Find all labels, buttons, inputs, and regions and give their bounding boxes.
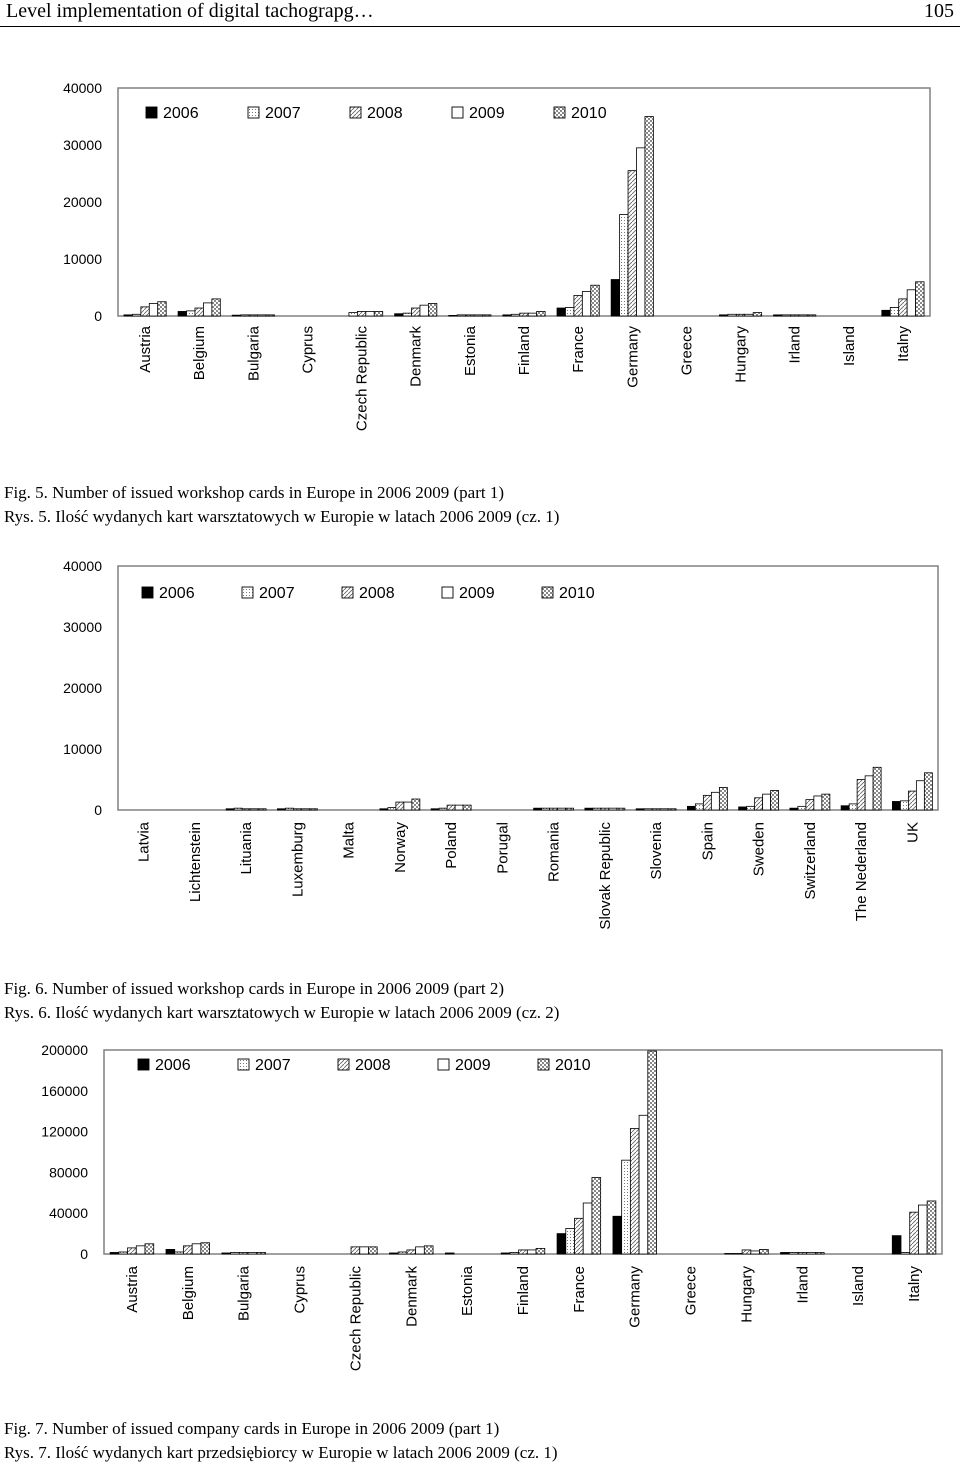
bar-finland-2006 bbox=[501, 1253, 510, 1254]
bar-belgium-2007 bbox=[187, 311, 195, 316]
bar-lituania-2009 bbox=[250, 809, 258, 810]
legend-label-2009: 2009 bbox=[459, 585, 495, 602]
y-tick-label: 30000 bbox=[63, 619, 102, 635]
legend-swatch-2010 bbox=[538, 1059, 549, 1070]
y-tick-label: 120000 bbox=[41, 1123, 88, 1140]
bar-germany-2010 bbox=[645, 117, 653, 317]
bar-irland-2006 bbox=[774, 315, 782, 316]
bar-luxemburg-2006 bbox=[277, 809, 285, 810]
x-category-label: Luxemburg bbox=[289, 822, 307, 898]
bar-france-2009 bbox=[583, 1203, 592, 1254]
page-number: 105 bbox=[924, 0, 954, 22]
x-category-label: Irland bbox=[794, 1266, 812, 1304]
bar-irland-2007 bbox=[789, 1252, 798, 1254]
bar-luxemburg-2010 bbox=[309, 809, 317, 810]
bar-estonia-2010 bbox=[483, 315, 491, 316]
x-category-label: France bbox=[570, 326, 588, 373]
bar-italny-2009 bbox=[907, 290, 915, 316]
y-tick-label: 0 bbox=[94, 308, 102, 324]
x-category-label: Poland bbox=[443, 822, 461, 869]
x-category-label: Malta bbox=[340, 822, 358, 859]
x-category-label: Porugal bbox=[494, 822, 512, 874]
legend-label-2010: 2010 bbox=[559, 585, 595, 602]
chart-fig7 bbox=[0, 1036, 960, 1396]
bar-italny-2010 bbox=[927, 1201, 936, 1254]
x-category-label: Estonia bbox=[461, 326, 479, 377]
bar-uk-2009 bbox=[916, 781, 924, 810]
bar-norway-2006 bbox=[380, 809, 388, 810]
x-category-label: Lituania bbox=[238, 822, 256, 875]
bar-belgium-2009 bbox=[192, 1244, 201, 1254]
fig6-caption-en: Fig. 6. Number of issued workshop cards in Europe in 2006 2009 (part 2) bbox=[4, 979, 505, 998]
bar-austria-2009 bbox=[149, 303, 157, 316]
bar-luxemburg-2008 bbox=[293, 809, 301, 810]
legend-swatch-2010 bbox=[554, 107, 565, 118]
bar-austria-2007 bbox=[132, 314, 140, 316]
fig5-caption-en: Fig. 5. Number of issued workshop cards in Europe in 2006 2009 (part 1) bbox=[4, 483, 505, 502]
bar-france-2008 bbox=[574, 295, 582, 316]
y-tick-label: 0 bbox=[80, 1246, 88, 1262]
bar-uk-2008 bbox=[908, 791, 916, 810]
bar-france-2007 bbox=[565, 307, 573, 316]
legend-swatch-2007 bbox=[248, 107, 259, 118]
bar-estonia-2006 bbox=[449, 315, 457, 316]
bar-hungary-2008 bbox=[742, 1250, 751, 1254]
bar-denmark-2009 bbox=[420, 305, 428, 316]
bar-czech-republic-2008 bbox=[351, 1247, 360, 1254]
legend-swatch-2010 bbox=[542, 587, 553, 598]
bar-spain-2009 bbox=[711, 792, 719, 810]
bar-bulgaria-2009 bbox=[248, 1252, 257, 1254]
bar-belgium-2008 bbox=[183, 1246, 192, 1254]
y-tick-label: 0 bbox=[94, 802, 102, 818]
bar-poland-2007 bbox=[439, 808, 447, 810]
x-category-label: Germany bbox=[626, 1266, 644, 1328]
legend-swatch-2006 bbox=[138, 1059, 149, 1070]
bar-irland-2008 bbox=[798, 1252, 807, 1254]
x-category-label: Italny bbox=[894, 326, 912, 362]
bar-the-nederland-2008 bbox=[857, 780, 865, 811]
bar-czech-republic-2009 bbox=[366, 311, 374, 316]
bar-hungary-2007 bbox=[728, 314, 736, 316]
bar-denmark-2010 bbox=[424, 1246, 433, 1254]
bar-poland-2006 bbox=[431, 809, 439, 810]
y-tick-label: 20000 bbox=[63, 680, 102, 696]
y-tick-label: 10000 bbox=[63, 251, 102, 267]
bar-belgium-2009 bbox=[203, 303, 211, 316]
bar-belgium-2010 bbox=[212, 299, 220, 316]
bar-belgium-2006 bbox=[166, 1249, 175, 1254]
chart-fig6 bbox=[0, 550, 960, 950]
x-category-label: Slovak Republic bbox=[596, 822, 614, 930]
bar-denmark-2009 bbox=[416, 1247, 425, 1254]
bar-switzerland-2006 bbox=[790, 808, 798, 810]
bar-france-2006 bbox=[557, 1234, 566, 1254]
bar-belgium-2006 bbox=[178, 311, 186, 316]
bar-irland-2009 bbox=[807, 1252, 816, 1254]
x-category-label: Finland bbox=[515, 1266, 532, 1316]
legend-swatch-2008 bbox=[338, 1059, 349, 1070]
bar-lituania-2006 bbox=[226, 809, 234, 810]
bar-france-2007 bbox=[566, 1229, 575, 1255]
bar-luxemburg-2007 bbox=[285, 808, 293, 810]
bar-france-2006 bbox=[557, 308, 565, 316]
bar-lituania-2007 bbox=[234, 808, 242, 810]
bar-irland-2010 bbox=[807, 315, 815, 316]
bar-denmark-2006 bbox=[395, 314, 403, 316]
bar-romania-2010 bbox=[566, 808, 574, 810]
bar-finland-2009 bbox=[527, 1250, 536, 1254]
bar-norway-2008 bbox=[396, 802, 404, 810]
bar-austria-2006 bbox=[124, 315, 132, 316]
x-category-label: Austria bbox=[123, 1266, 141, 1313]
bar-austria-2010 bbox=[145, 1244, 154, 1254]
legend-label-2008: 2008 bbox=[359, 585, 395, 602]
fig7-caption-en: Fig. 7. Number of issued company cards in Europe in 2006 2009 (part 1) bbox=[4, 1419, 500, 1438]
bar-austria-2007 bbox=[119, 1252, 128, 1254]
y-tick-label: 160000 bbox=[41, 1082, 88, 1099]
bar-italny-2006 bbox=[882, 310, 890, 316]
bar-finland-2010 bbox=[537, 311, 545, 316]
bar-slovak-republic-2006 bbox=[585, 808, 593, 810]
bar-switzerland-2010 bbox=[822, 794, 830, 810]
bar-austria-2008 bbox=[128, 1248, 137, 1254]
x-category-label: Hungary bbox=[738, 1266, 756, 1323]
y-tick-label: 40000 bbox=[63, 558, 102, 574]
y-tick-label: 40000 bbox=[49, 1205, 88, 1222]
bar-poland-2009 bbox=[455, 805, 463, 810]
x-category-label: Spain bbox=[699, 822, 717, 861]
x-category-label: Czech Republic bbox=[347, 1266, 365, 1372]
bar-finland-2006 bbox=[503, 315, 511, 316]
bar-norway-2007 bbox=[388, 808, 396, 810]
plot-area-frame bbox=[118, 88, 930, 316]
bar-estonia-2006 bbox=[445, 1253, 454, 1254]
legend-label-2006: 2006 bbox=[159, 585, 195, 602]
bar-czech-republic-2010 bbox=[374, 311, 382, 316]
bar-spain-2008 bbox=[703, 795, 711, 810]
bar-romania-2009 bbox=[558, 808, 566, 810]
legend-swatch-2007 bbox=[242, 587, 253, 598]
bar-germany-2009 bbox=[639, 1115, 648, 1254]
bar-belgium-2007 bbox=[175, 1252, 184, 1254]
y-tick-label: 10000 bbox=[63, 741, 102, 757]
x-category-label: Bulgaria bbox=[235, 1266, 253, 1322]
bar-bulgaria-2007 bbox=[241, 315, 249, 316]
bar-bulgaria-2010 bbox=[257, 1252, 266, 1254]
x-category-label: Denmark bbox=[403, 1266, 421, 1327]
bar-slovak-republic-2008 bbox=[601, 808, 609, 810]
fig6-caption-pl: Rys. 6. Ilość wydanych kart warsztatowych w Europie w latach 2006 2009 (cz. 2) bbox=[4, 1003, 560, 1022]
x-category-label: France bbox=[570, 1266, 588, 1313]
bar-bulgaria-2007 bbox=[231, 1252, 240, 1254]
x-category-label: Finland bbox=[516, 326, 533, 376]
x-category-label: Romania bbox=[545, 822, 563, 883]
bar-bulgaria-2006 bbox=[232, 315, 240, 316]
bar-italny-2009 bbox=[918, 1205, 927, 1254]
legend-swatch-2008 bbox=[342, 587, 353, 598]
x-category-label: Latvia bbox=[135, 822, 153, 863]
bar-sweden-2010 bbox=[771, 790, 779, 810]
bar-bulgaria-2009 bbox=[258, 315, 266, 316]
y-tick-label: 30000 bbox=[63, 137, 102, 153]
y-tick-label: 80000 bbox=[49, 1164, 88, 1181]
bar-italny-2006 bbox=[892, 1236, 901, 1254]
bar-uk-2006 bbox=[892, 801, 900, 810]
bar-germany-2007 bbox=[620, 215, 628, 316]
bar-finland-2007 bbox=[510, 1252, 519, 1254]
bar-germany-2006 bbox=[613, 1216, 622, 1254]
y-tick-label: 20000 bbox=[63, 194, 102, 210]
bar-slovenia-2008 bbox=[652, 809, 660, 810]
bar-italny-2010 bbox=[916, 282, 924, 316]
x-category-label: Greece bbox=[678, 326, 696, 376]
bar-luxemburg-2009 bbox=[301, 809, 309, 810]
legend-swatch-2007 bbox=[238, 1059, 249, 1070]
bar-germany-2008 bbox=[630, 1129, 639, 1254]
x-category-label: Lichtenstein bbox=[186, 822, 204, 903]
bar-the-nederland-2006 bbox=[841, 806, 849, 810]
bar-austria-2006 bbox=[110, 1252, 119, 1254]
x-category-label: Sweden bbox=[750, 822, 768, 877]
x-category-label: Island bbox=[850, 1266, 868, 1307]
bar-the-nederland-2010 bbox=[873, 767, 881, 810]
bar-france-2008 bbox=[575, 1218, 584, 1254]
bar-hungary-2010 bbox=[753, 313, 761, 316]
bar-slovenia-2009 bbox=[660, 809, 668, 810]
bar-the-nederland-2007 bbox=[849, 804, 857, 810]
bar-bulgaria-2008 bbox=[239, 1252, 248, 1254]
fig5-caption-pl: Rys. 5. Ilość wydanych kart warsztatowych w Europie w latach 2006 2009 (cz. 1) bbox=[4, 507, 560, 526]
x-category-label: Italny bbox=[906, 1266, 924, 1302]
bar-denmark-2007 bbox=[398, 1252, 407, 1254]
bar-switzerland-2009 bbox=[814, 796, 822, 810]
page-header bbox=[0, 0, 960, 27]
bar-belgium-2008 bbox=[195, 308, 203, 316]
x-category-label: Belgium bbox=[191, 326, 209, 381]
bar-estonia-2008 bbox=[466, 315, 474, 316]
y-tick-label: 200000 bbox=[41, 1042, 88, 1058]
bar-lituania-2008 bbox=[242, 809, 250, 810]
x-category-label: Norway bbox=[391, 822, 409, 873]
bar-hungary-2010 bbox=[760, 1249, 769, 1254]
x-category-label: Germany bbox=[624, 326, 642, 388]
bar-romania-2006 bbox=[534, 808, 542, 810]
bar-hungary-2009 bbox=[751, 1251, 760, 1254]
bar-poland-2008 bbox=[447, 805, 455, 810]
x-category-label: The Nederland bbox=[853, 822, 871, 922]
bar-sweden-2006 bbox=[739, 807, 747, 810]
bar-bulgaria-2006 bbox=[222, 1253, 231, 1254]
legend-swatch-2009 bbox=[438, 1059, 449, 1070]
x-category-label: Greece bbox=[682, 1266, 700, 1316]
bar-irland-2009 bbox=[799, 315, 807, 316]
chart-fig7-svg bbox=[0, 1036, 960, 1396]
legend-swatch-2006 bbox=[142, 587, 153, 598]
bar-slovenia-2006 bbox=[636, 809, 644, 810]
legend-label-2006: 2006 bbox=[155, 1057, 191, 1074]
bar-hungary-2009 bbox=[745, 314, 753, 316]
bar-hungary-2008 bbox=[736, 314, 744, 316]
bar-italny-2008 bbox=[910, 1212, 919, 1254]
bar-czech-republic-2008 bbox=[357, 311, 365, 316]
legend-label-2009: 2009 bbox=[469, 105, 505, 122]
chart-fig5 bbox=[0, 70, 960, 470]
bar-germany-2010 bbox=[648, 1051, 657, 1254]
bar-spain-2006 bbox=[687, 806, 695, 810]
plot-area-frame bbox=[118, 566, 938, 810]
legend-label-2009: 2009 bbox=[455, 1057, 491, 1074]
bar-france-2010 bbox=[592, 1178, 601, 1255]
bar-czech-republic-2010 bbox=[368, 1247, 377, 1254]
x-category-label: Switzerland bbox=[801, 822, 819, 900]
fig7-caption-pl: Rys. 7. Ilość wydanych kart przedsiębiorcy w Europie w latach 2006 2009 (cz. 1) bbox=[4, 1443, 558, 1462]
y-tick-label: 40000 bbox=[63, 80, 102, 96]
bar-norway-2009 bbox=[404, 802, 412, 810]
bar-germany-2009 bbox=[636, 148, 644, 316]
plot-area-frame bbox=[104, 1050, 942, 1254]
legend-label-2010: 2010 bbox=[555, 1057, 591, 1074]
bar-irland-2007 bbox=[782, 315, 790, 316]
legend-swatch-2006 bbox=[146, 107, 157, 118]
x-category-label: Cyprus bbox=[299, 326, 317, 374]
x-category-label: Hungary bbox=[732, 326, 750, 383]
bar-austria-2008 bbox=[141, 307, 149, 316]
bar-finland-2008 bbox=[520, 313, 528, 316]
legend-swatch-2009 bbox=[452, 107, 463, 118]
legend-label-2008: 2008 bbox=[355, 1057, 391, 1074]
x-category-label: Irland bbox=[786, 326, 804, 364]
bar-poland-2010 bbox=[463, 805, 471, 810]
bar-finland-2009 bbox=[528, 313, 536, 316]
legend-label-2010: 2010 bbox=[571, 105, 607, 122]
bar-czech-republic-2007 bbox=[349, 313, 357, 316]
x-category-label: Estonia bbox=[459, 1266, 477, 1317]
bar-romania-2008 bbox=[550, 808, 558, 810]
bar-germany-2008 bbox=[628, 171, 636, 316]
x-category-label: Austria bbox=[137, 326, 155, 373]
bar-germany-2007 bbox=[622, 1160, 631, 1254]
bar-uk-2010 bbox=[924, 773, 932, 810]
bar-czech-republic-2009 bbox=[360, 1247, 369, 1254]
legend-label-2008: 2008 bbox=[367, 105, 403, 122]
bar-denmark-2007 bbox=[403, 313, 411, 316]
bar-sweden-2009 bbox=[763, 794, 771, 810]
bar-hungary-2007 bbox=[733, 1253, 742, 1254]
bar-slovak-republic-2010 bbox=[617, 808, 625, 810]
running-title: Level implementation of digital tachograpg… bbox=[6, 0, 374, 22]
x-category-label: Bulgaria bbox=[245, 326, 263, 382]
bar-france-2010 bbox=[591, 285, 599, 316]
bar-italny-2008 bbox=[899, 299, 907, 316]
bar-denmark-2008 bbox=[412, 308, 420, 316]
bar-estonia-2009 bbox=[474, 315, 482, 316]
bar-sweden-2007 bbox=[747, 806, 755, 810]
bar-spain-2010 bbox=[719, 787, 727, 810]
bar-hungary-2006 bbox=[719, 315, 727, 316]
bar-italny-2007 bbox=[901, 1252, 910, 1254]
x-category-label: Island bbox=[840, 326, 858, 367]
bar-denmark-2006 bbox=[389, 1253, 398, 1254]
bar-spain-2007 bbox=[695, 804, 703, 810]
bar-the-nederland-2009 bbox=[865, 776, 873, 810]
legend-label-2006: 2006 bbox=[163, 105, 199, 122]
x-category-label: Denmark bbox=[407, 326, 425, 387]
bar-lituania-2010 bbox=[258, 809, 266, 810]
bar-belgium-2010 bbox=[201, 1243, 210, 1254]
x-category-label: Czech Republic bbox=[353, 326, 371, 432]
bar-switzerland-2008 bbox=[806, 800, 814, 810]
legend-label-2007: 2007 bbox=[259, 585, 295, 602]
bar-denmark-2008 bbox=[407, 1250, 416, 1254]
bar-irland-2010 bbox=[815, 1252, 824, 1254]
chart-fig5-svg bbox=[0, 70, 960, 470]
bar-slovenia-2010 bbox=[668, 809, 676, 810]
bar-finland-2007 bbox=[511, 314, 519, 316]
x-category-label: Slovenia bbox=[648, 822, 666, 880]
legend-swatch-2008 bbox=[350, 107, 361, 118]
x-category-label: Belgium bbox=[179, 1266, 197, 1321]
x-category-label: Cyprus bbox=[291, 1266, 309, 1314]
bar-finland-2010 bbox=[536, 1248, 545, 1254]
legend-label-2007: 2007 bbox=[265, 105, 301, 122]
bar-hungary-2006 bbox=[725, 1253, 734, 1254]
bar-france-2009 bbox=[582, 291, 590, 316]
bar-bulgaria-2008 bbox=[249, 315, 257, 316]
bar-slovak-republic-2009 bbox=[609, 808, 617, 810]
bar-austria-2009 bbox=[136, 1246, 145, 1254]
bar-slovak-republic-2007 bbox=[593, 808, 601, 810]
bar-switzerland-2007 bbox=[798, 806, 806, 810]
bar-norway-2010 bbox=[412, 799, 420, 810]
bar-finland-2008 bbox=[519, 1250, 528, 1254]
bar-irland-2008 bbox=[790, 315, 798, 316]
chart-fig6-svg bbox=[0, 550, 960, 950]
bar-estonia-2007 bbox=[457, 315, 465, 316]
legend-swatch-2009 bbox=[442, 587, 453, 598]
bar-romania-2007 bbox=[542, 808, 550, 810]
bar-denmark-2010 bbox=[428, 303, 436, 316]
bar-bulgaria-2010 bbox=[266, 315, 274, 316]
bar-sweden-2008 bbox=[755, 798, 763, 810]
legend-label-2007: 2007 bbox=[255, 1057, 291, 1074]
bar-irland-2006 bbox=[781, 1252, 790, 1254]
bar-germany-2006 bbox=[611, 280, 619, 316]
bar-slovenia-2007 bbox=[644, 809, 652, 810]
bar-uk-2007 bbox=[900, 801, 908, 810]
x-category-label: UK bbox=[904, 822, 922, 843]
bar-austria-2010 bbox=[158, 302, 166, 316]
bar-italny-2007 bbox=[890, 307, 898, 316]
